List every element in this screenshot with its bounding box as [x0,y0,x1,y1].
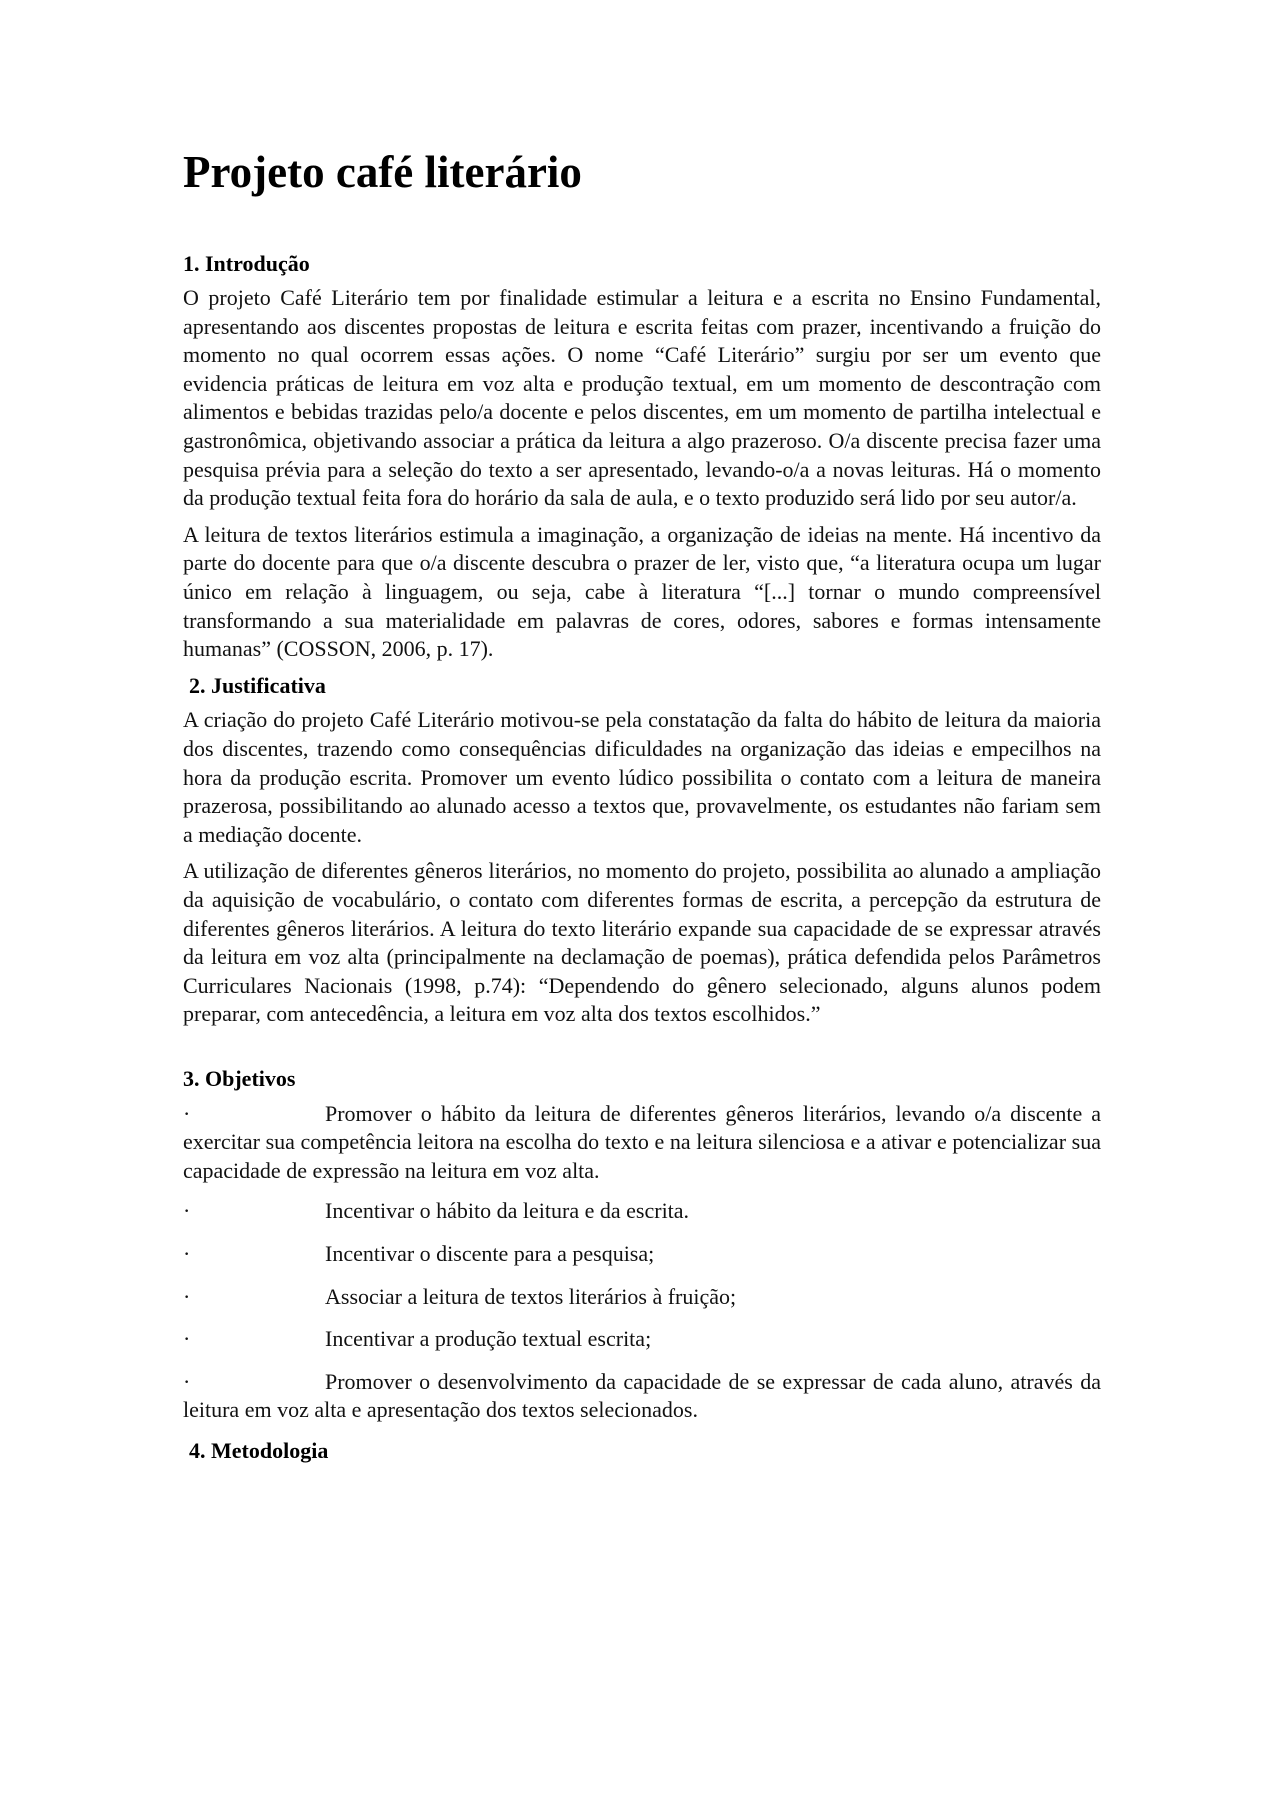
objective-text: Promover o desenvolvimento da capacidade de se expressar de cada aluno, através da leitura em voz alta e apresentação dos textos selecionados. [183,1368,1101,1423]
objective-item [183,1283,1101,1312]
bullet-dot: · [183,1326,191,1352]
objective-text: Incentivar o hábito da leitura e da escrita. [325,1198,690,1224]
paragraph-justificativa-2: A utilização de diferentes gêneros literários, no momento do projeto, possibilita ao alunado a ampliação da aquisição de vocabulário, o contato com diferentes formas de escrita, a percepção da estrutura de diferentes gêneros literários. A leitura do texto literário expande sua capacidade de se expressar através da leitura em voz alta (principalmente na declamação de poemas), prática defendida pelos Parâmetros Curriculares Nacionais (1998, p.74): “Dependendo do gênero selecionado, alguns alunos podem preparar, com antecedência, a leitura em voz alta dos textos escolhidos.” [183,858,1101,1027]
section-heading-objetivos: 3. Objetivos [183,1065,296,1091]
objective-text: Promover o hábito da leitura de diferentes gêneros literários, levando o/a discente a exercitar sua competência leitora na escolha do texto e na leitura silenciosa e a ativar e potencializar sua capacidade de expressão na leitura em voz alta. [183,1100,1101,1183]
objective-item [183,1197,1101,1226]
section-heading-justificativa: 2. Justificativa [189,672,326,698]
objective-item [183,1325,1101,1354]
objective-text: Incentivar a produção textual escrita; [325,1326,652,1352]
document-body [183,148,1101,1471]
paragraph-justificativa-1: A criação do projeto Café Literário motivou-se pela constatação da falta do hábito de leitura da maioria dos discentes, trazendo como consequências dificuldades na organização das ideias e empecilhos na hora da produção escrita. Promover um evento lúdico possibilita o contato com a leitura de maneira prazerosa, possibilitando ao alunado acesso a textos que, provavelmente, os estudantes não fariam sem a mediação docente. [183,707,1101,847]
bullet-dot: · [183,1198,191,1224]
bullet-dot: · [183,1368,191,1394]
document-title: Projeto café literário [183,147,582,197]
section-spacer [183,1037,1101,1065]
objective-text: Incentivar o discente para a pesquisa; [325,1240,655,1266]
objective-item [183,1368,1101,1425]
section-heading-introducao: 1. Introdução [183,250,310,276]
section-heading-metodologia: 4. Metodologia [189,1437,329,1463]
bullet-dot: · [183,1283,191,1309]
paragraph-introducao-2: A leitura de textos literários estimula a imaginação, a organização de ideias na mente. Há incentivo da parte do docente para que o/a discente descubra o prazer de ler, visto que, “a literatura ocupa um lugar único em relação à linguagem, ou seja, cabe à literatura “[...] tornar o mundo compreensível transformando a sua materialidade em palavras de cores, odores, sabores e formas intensamente humanas” (COSSON, 2006, p. 17). [183,521,1101,662]
bullet-dot: · [183,1100,191,1126]
paragraph-introducao-1: O projeto Café Literário tem por finalidade estimular a leitura e a escrita no Ensino Fundamental, apresentando aos discentes propostas de leitura e escrita feitas com prazer, incentivando a fruição do momento no qual ocorrem essas ações. O nome “Café Literário” surgiu por ser um evento que evidencia práticas de leitura em voz alta e produção textual, em um momento de descontração com alimentos e bebidas trazidas pelo/a docente e pelos discentes, em um momento de partilha intelectual e gastronômica, objetivando associar a prática da leitura a algo prazeroso. O/a discente precisa fazer uma pesquisa prévia para a seleção do texto a ser apresentado, levando-o/a a novas leituras. Há o momento da produção textual feita fora do horário da sala de aula, e o texto produzido será lido por seu autor/a. [183,285,1101,511]
objective-item [183,1100,1101,1186]
bullet-dot: · [183,1240,191,1266]
objective-text: Associar a leitura de textos literários à fruição; [325,1283,737,1309]
objective-item [183,1240,1101,1269]
